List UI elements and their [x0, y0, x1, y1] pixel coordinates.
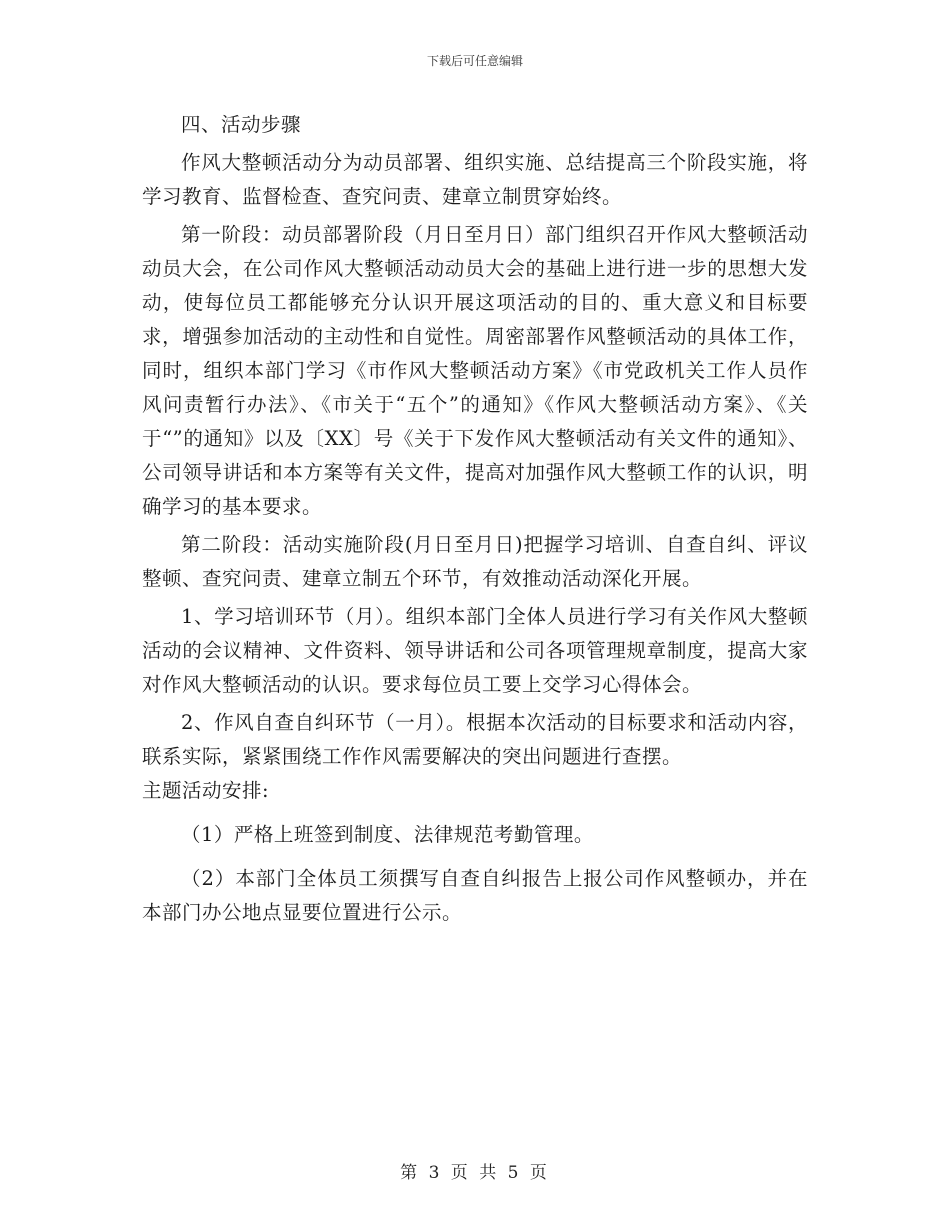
document-body	[142, 108, 808, 934]
paragraph-step-two: 2、作风自查自纠环节（一月）。根据本次活动的目标要求和活动内容，联系实际，紧紧围绕工作作风需要解决的突出问题进行查摆。	[142, 711, 808, 768]
paragraph-phase-one: 第一阶段：动员部署阶段（月日至月日）部门组织召开作风大整顿活动动员大会，在公司作风大整顿活动动员大会的基础上进行进一步的思想大发动，使每位员工都能够充分认识开展这项活动的目的、重大意义和目标要求，增强参加活动的主动性和自觉性。周密部署作风整顿活动的具体工作，同时，组织本部门学习《市作风大整顿活动方案》《市党政机关工作人员作风问责暂行办法》、《市关于“五个”的通知》《作风大整顿活动方案》、《关于“”的通知》以及〔XX〕号《关于下发作风大整顿活动有关文件的通知》、公司领导讲话和本方案等有关文件，提高对加强作风大整顿工作的认识，明确学习的基本要求。	[142, 223, 808, 518]
page-header-note: 下载后可任意编辑	[426, 54, 523, 68]
paragraph-item-two: （2）本部门全体员工须撰写自查自纠报告上报公司作风整顿办，并在本部门办公地点显要位置进行公示。	[142, 867, 808, 924]
page-number: 第 3 页 共 5 页	[400, 1163, 550, 1183]
paragraph-item-one: （1）严格上班签到制度、法律规范考勤管理。	[181, 823, 594, 846]
paragraph-arrangement-label: 主题活动安排:	[142, 779, 270, 802]
paragraph-step-one: 1、学习培训环节（月）。组织本部门全体人员进行学习有关作风大整顿活动的会议精神、文件资料、领导讲话和公司各项管理规章制度，提高大家对作风大整顿活动的认识。要求每位员工要上交学习心得体会。	[142, 605, 808, 696]
paragraph-overview: 作风大整顿活动分为动员部署、组织实施、总结提高三个阶段实施，将学习教育、监督检查、查究问责、建章立制贯穿始终。	[142, 151, 808, 208]
section-heading: 四、活动步骤	[181, 113, 302, 136]
paragraph-phase-two: 第二阶段：活动实施阶段(月日至月日)把握学习培训、自查自纠、评议整顿、查究问责、建章立制五个环节，有效推动活动深化开展。	[142, 533, 808, 590]
